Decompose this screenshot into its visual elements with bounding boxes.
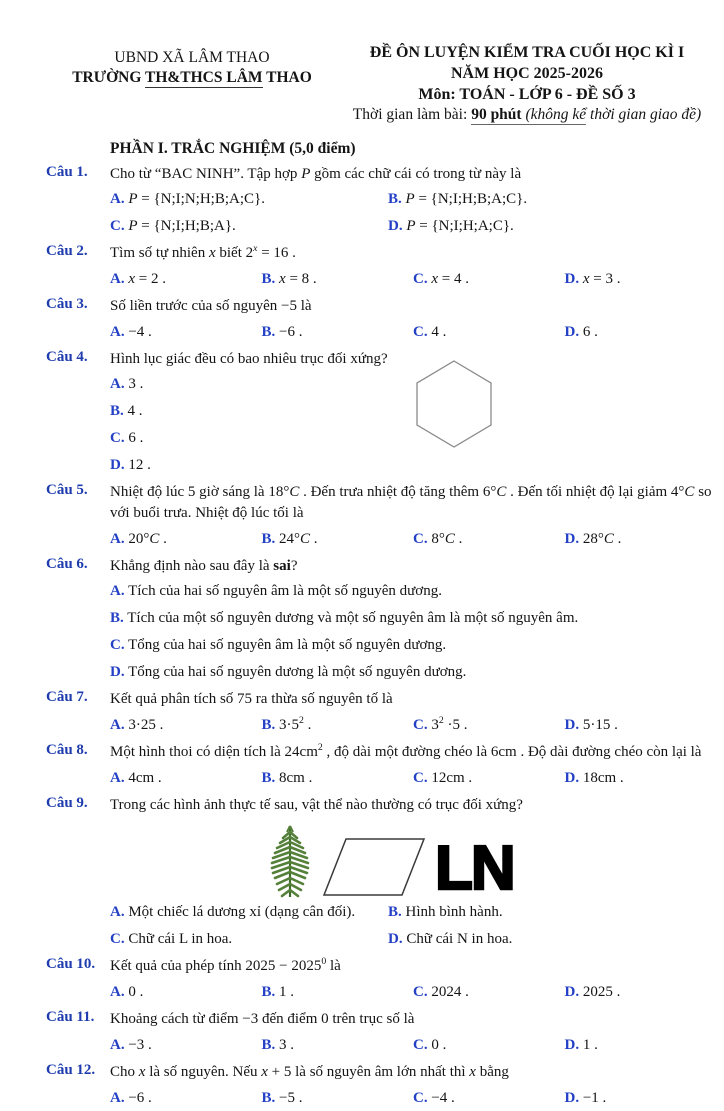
question-label: Câu 9. (46, 795, 88, 811)
option-item (413, 715, 565, 736)
option-item (110, 269, 262, 290)
question-stem: Cho x là số nguyên. Nếu x + 5 là số nguyên âm lớn nhất thì x bằng (110, 1064, 509, 1080)
option-letter: D. (564, 717, 580, 733)
question-row (46, 1062, 716, 1111)
option-letter: B. (261, 1090, 276, 1106)
question-body (110, 1009, 716, 1058)
section-title: PHẦN I. TRẮC NGHIỆM (5,0 điểm) (110, 140, 356, 157)
option-letter: C. (110, 637, 125, 653)
options-row (110, 1088, 716, 1109)
question-row (46, 349, 716, 478)
option-text: 20°C . (128, 531, 167, 547)
option-letter: B. (110, 610, 124, 626)
question-label: Câu 7. (46, 689, 88, 705)
option-item (110, 1088, 262, 1109)
option-item (262, 768, 414, 789)
option-letter: C. (413, 717, 428, 733)
question-stem: Nhiệt độ lúc 5 giờ sáng là 18°C . Đến trưa nhiệt độ tăng thêm 6°C . Đến tối nhiệt độ lại giảm 4°C so với buổi trưa. Nhiệt độ lúc tối là (110, 484, 712, 521)
option-text: $3^2 \cdot 5$ . (431, 715, 468, 733)
option-item (262, 529, 414, 550)
question-row (46, 243, 716, 292)
question-label: Câu 5. (46, 482, 88, 498)
option-item (262, 715, 414, 736)
options-row (110, 269, 716, 290)
option-item (565, 768, 717, 789)
option-letter: A. (110, 583, 125, 599)
option-text: Tích của một số nguyên dương và một số nguyên âm là một số nguyên âm. (127, 610, 579, 626)
options-row (110, 529, 716, 550)
question-stem: Hình lục giác đều có bao nhiêu trục đối xứng? (110, 351, 388, 367)
option-text: Một chiếc lá dương xỉ (dạng cân đối). (128, 904, 356, 920)
option-letter: C. (413, 324, 428, 340)
question-body (110, 482, 716, 552)
options-row (110, 322, 716, 343)
question-label: Câu 8. (46, 742, 88, 758)
option-letter: C. (413, 1090, 428, 1106)
option-item (413, 1088, 565, 1109)
question-body (110, 349, 716, 478)
option-item (110, 430, 143, 446)
option-letter: B. (110, 403, 124, 419)
option-text: 0 . (128, 984, 144, 1000)
option-letter: B. (261, 271, 276, 287)
option-letter: A. (110, 904, 125, 920)
option-item (110, 715, 262, 736)
hexagon-figure (415, 359, 493, 449)
option-letter: C. (413, 531, 428, 547)
option-letter: A. (110, 717, 125, 733)
question-label: Câu 11. (46, 1009, 95, 1025)
option-item (110, 376, 143, 392)
exam-title: ĐỀ ÔN LUYỆN KIỂM TRA CUỐI HỌC KÌ I (369, 44, 685, 61)
option-text: Tổng của hai số nguyên âm là một số nguyên dương. (128, 637, 447, 653)
option-item (110, 322, 262, 343)
option-letter: B. (388, 191, 402, 207)
option-text: 1 . (582, 1037, 598, 1053)
option-item (565, 982, 717, 1003)
question-row (46, 164, 716, 239)
hexagon-icon (415, 359, 493, 449)
option-letter: D. (388, 218, 403, 234)
options-row (110, 581, 716, 602)
options-row (110, 189, 716, 210)
question-body (110, 689, 716, 738)
option-text: P = {N;I;H;A;C}. (406, 218, 514, 234)
option-text: Chữ cái N in hoa. (406, 931, 513, 947)
question-row (46, 956, 716, 1005)
question-label: Câu 4. (46, 349, 88, 365)
option-item (110, 929, 388, 950)
option-letter: A. (110, 271, 125, 287)
option-text: x = 2 . (128, 271, 166, 287)
options-row (110, 428, 716, 449)
question-body (110, 556, 716, 685)
question-row (46, 1009, 716, 1058)
option-text: 3 . (128, 376, 144, 392)
option-item (110, 664, 466, 680)
question-stem: Số liền trước của số nguyên −5 là (110, 298, 312, 314)
option-letter: A. (110, 984, 125, 1000)
option-text: 2025 . (582, 984, 621, 1000)
option-text: Tích của hai số nguyên âm là một số nguyên dương. (128, 583, 442, 599)
option-letter: B. (261, 324, 276, 340)
option-item (413, 322, 565, 343)
question-row (46, 689, 716, 738)
option-item (565, 1035, 717, 1056)
option-text: 4 . (127, 403, 143, 419)
option-text: −4 . (128, 324, 152, 340)
options-row (110, 902, 716, 923)
option-item (110, 768, 262, 789)
option-letter: A. (110, 531, 125, 547)
question-body (110, 296, 716, 345)
option-letter: D. (564, 1037, 580, 1053)
option-letter: B. (261, 770, 276, 786)
option-item (565, 1088, 717, 1109)
option-item (388, 189, 716, 210)
option-item (262, 1035, 414, 1056)
options-row (110, 982, 716, 1003)
header-school-block (46, 42, 338, 124)
option-text: x = 3 . (582, 271, 621, 287)
questions (46, 164, 716, 1111)
option-item (413, 1035, 565, 1056)
option-letter: B. (261, 1037, 276, 1053)
option-text: 0 . (431, 1037, 447, 1053)
option-text: 4 . (431, 324, 447, 340)
option-text: Hình bình hành. (405, 904, 503, 920)
option-letter: C. (413, 770, 428, 786)
option-text: 8cm . (279, 770, 313, 786)
fern-icon (265, 822, 315, 898)
option-letter: C. (413, 1037, 428, 1053)
header-title-block (338, 42, 716, 124)
option-item (110, 902, 388, 923)
option-letter: C. (110, 218, 125, 234)
option-letter: A. (110, 770, 125, 786)
option-letter: D. (564, 324, 580, 340)
option-item (413, 982, 565, 1003)
question-label: Câu 1. (46, 164, 88, 180)
option-letter: D. (564, 984, 580, 1000)
option-item (388, 216, 716, 237)
option-item (565, 322, 717, 343)
option-letter: A. (110, 324, 125, 340)
question-body (110, 795, 716, 952)
question-stem: Trong các hình ảnh thực tế sau, vật thể nào thường có trục đối xứng? (110, 797, 523, 813)
option-text: −6 . (128, 1090, 152, 1106)
question-stem: Khoảng cách từ điểm −3 đến điểm 0 trên trục số là (110, 1011, 415, 1027)
option-letter: A. (110, 1090, 125, 1106)
time-limit-line: Thời gian làm bài: 90 phút (không kể thời gian giao đề) (352, 106, 702, 123)
option-text: −1 . (582, 1090, 607, 1106)
option-item (262, 269, 414, 290)
question-body (110, 164, 716, 239)
exam-header (46, 42, 716, 124)
option-letter: A. (110, 191, 125, 207)
option-item (565, 715, 717, 736)
option-item (262, 322, 414, 343)
option-text: −4 . (431, 1090, 455, 1106)
options-row (110, 216, 716, 237)
option-text: 6 . (128, 430, 144, 446)
option-item (262, 1088, 414, 1109)
option-item (110, 637, 446, 653)
option-letter: C. (110, 931, 125, 947)
letters-ln-text: LN (435, 834, 514, 903)
header-org-line: UBND XÃ LÂM THAO (114, 49, 270, 66)
parallelogram-icon (321, 836, 427, 898)
option-item (110, 457, 151, 473)
option-letter: A. (110, 376, 125, 392)
option-letter: D. (110, 457, 125, 473)
option-letter: B. (261, 531, 276, 547)
options-row (110, 662, 716, 683)
question-stem: Kết quả phân tích số 75 ra thừa số nguyên tố là (110, 691, 393, 707)
option-item (110, 189, 388, 210)
option-text: Tổng của hai số nguyên dương là một số nguyên dương. (128, 664, 467, 680)
question-row (46, 742, 716, 791)
option-letter: B. (388, 904, 402, 920)
option-letter: A. (110, 1037, 125, 1053)
question-stem: Kết quả của phép tính $2025 - 2025^0$ là (110, 956, 341, 974)
option-letter: D. (564, 1090, 580, 1106)
question-stem: Cho từ “BAC NINH”. Tập hợp P gồm các chữ cái có trong từ này là (110, 166, 522, 182)
question-row (46, 482, 716, 552)
question-label: Câu 6. (46, 556, 88, 572)
question-row (46, 296, 716, 345)
option-letter: D. (564, 770, 580, 786)
question-label: Câu 3. (46, 296, 88, 312)
option-text: 24°C . (279, 531, 318, 547)
school-year: NĂM HỌC 2025-2026 (451, 65, 603, 82)
option-text: −5 . (279, 1090, 303, 1106)
question-row (46, 795, 716, 952)
options-row (110, 1035, 716, 1056)
option-item (110, 982, 262, 1003)
option-item (413, 529, 565, 550)
option-item (565, 269, 717, 290)
question-body (110, 243, 716, 292)
subject-line: Môn: TOÁN - LỚP 6 - ĐỀ SỐ 3 (418, 86, 636, 103)
question-label: Câu 10. (46, 956, 96, 972)
time-underlined-part: 90 phút (không kể (471, 106, 587, 123)
question-body (110, 956, 716, 1005)
question-stem: Tìm số tự nhiên x biết $2^x = 16$ . (110, 243, 296, 261)
option-item (388, 929, 716, 950)
option-text: 5·15 . (582, 717, 618, 733)
option-item (413, 269, 565, 290)
header-school-line: TRƯỜNG TH&THCS LÂM THAO (72, 69, 312, 86)
option-item (565, 529, 717, 550)
options-row (110, 608, 716, 629)
option-text: 6 . (582, 324, 598, 340)
option-letter: D. (564, 531, 580, 547)
option-letter: D. (110, 664, 125, 680)
option-text: −3 . (128, 1037, 152, 1053)
options-row (110, 455, 716, 476)
option-text: x = 4 . (431, 271, 469, 287)
options-row (110, 929, 716, 950)
question-label: Câu 12. (46, 1062, 96, 1078)
question-body (110, 1062, 716, 1111)
option-letter: C. (110, 430, 125, 446)
option-item (110, 529, 262, 550)
option-text: Chữ cái L in hoa. (128, 931, 233, 947)
option-text: 3·25 . (128, 717, 164, 733)
option-item (110, 403, 143, 419)
option-text: 2024 . (431, 984, 469, 1000)
option-text: x = 8 . (279, 271, 317, 287)
question-stem: Khẳng định nào sau đây là sai? (110, 558, 298, 574)
question-label: Câu 2. (46, 243, 88, 259)
option-item (110, 610, 578, 626)
options-row (110, 768, 716, 789)
option-text: $3\cdot 5^2$ . (279, 715, 312, 733)
option-item (262, 982, 414, 1003)
option-letter: D. (564, 271, 580, 287)
question-row (46, 556, 716, 685)
option-text: 4cm . (128, 770, 162, 786)
option-text: P = {N;I;H;B;A}. (128, 218, 236, 234)
option-item (413, 768, 565, 789)
option-item (110, 1035, 262, 1056)
options-row (110, 401, 716, 422)
option-text: 1 . (279, 984, 295, 1000)
option-text: 18cm . (582, 770, 624, 786)
option-text: 12cm . (431, 770, 473, 786)
question-body (110, 742, 716, 791)
question-stem: Một hình thoi có diện tích là $24cm^2$ , độ dài một đường chéo là 6cm . Độ dài đường chéo còn lại là (110, 742, 702, 760)
real-object-figures (265, 820, 716, 903)
option-letter: C. (413, 271, 428, 287)
option-text: −6 . (279, 324, 303, 340)
option-letter: C. (413, 984, 428, 1000)
option-letter: B. (261, 984, 276, 1000)
options-row (110, 635, 716, 656)
option-letter: D. (388, 931, 403, 947)
option-text: 8°C . (431, 531, 463, 547)
options-row (110, 374, 716, 395)
options-row (110, 715, 716, 736)
option-text: P = {N;I;N;H;B;A;C}. (128, 191, 265, 207)
option-item (110, 216, 388, 237)
option-text: 28°C . (582, 531, 622, 547)
option-letter: B. (261, 717, 276, 733)
option-item (388, 902, 716, 923)
option-item (110, 583, 442, 599)
school-underlined-part: TH&THCS LÂM (144, 69, 263, 86)
option-text: P = {N;I;H;B;A;C}. (405, 191, 528, 207)
option-text: 12 . (128, 457, 151, 473)
option-text: 3 . (279, 1037, 295, 1053)
